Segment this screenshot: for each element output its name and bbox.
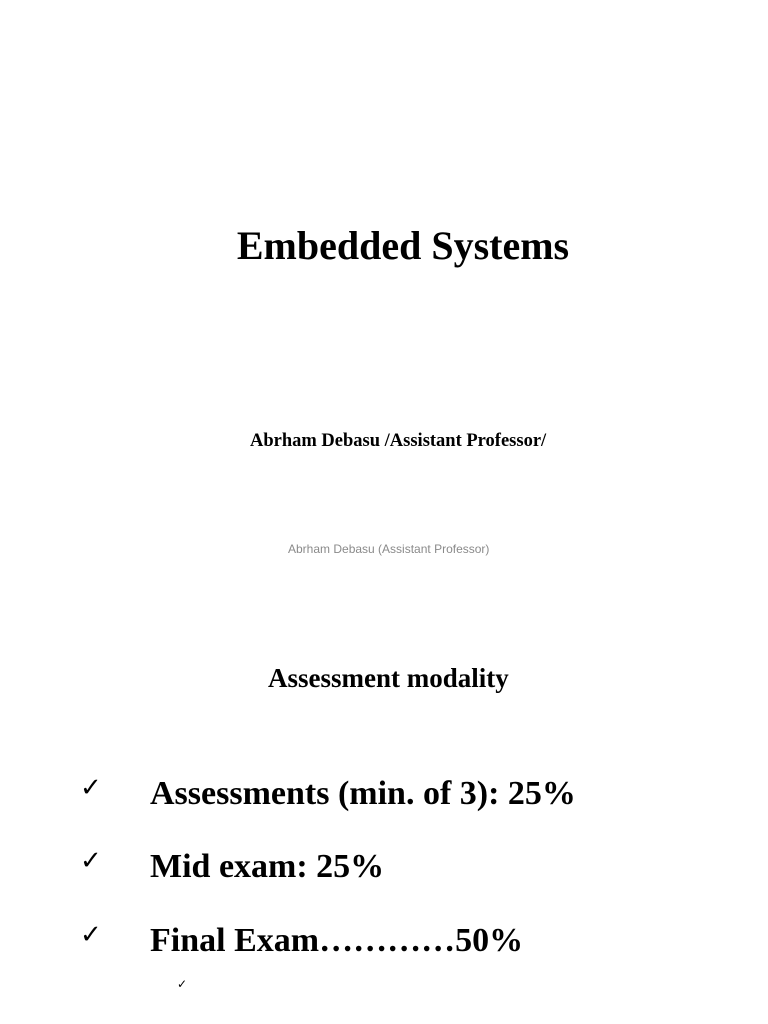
small-checkmark-icon: ✓	[177, 977, 188, 991]
document-title: Embedded Systems	[236, 223, 570, 268]
list-item: Mid exam: 25%	[150, 848, 385, 885]
list-item: Final Exam…………50%	[150, 922, 524, 959]
section-heading: Assessment modality	[268, 663, 509, 693]
list-item: Assessments (min. of 3): 25%	[150, 775, 576, 812]
footer-author-text: Abrham Debasu (Assistant Professor)	[288, 542, 490, 556]
checkmark-icon: ✓	[80, 773, 102, 803]
checkmark-icon: ✓	[80, 920, 102, 950]
checkmark-icon: ✓	[80, 846, 102, 876]
author-line: Abrham Debasu /Assistant Professor/	[250, 431, 547, 451]
